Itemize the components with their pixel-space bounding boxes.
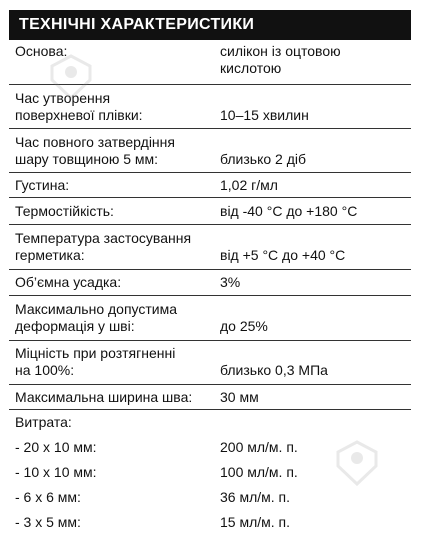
spec-row-max-width: [9, 385, 411, 410]
spec-value: 36 мл/м. п.: [220, 489, 291, 505]
spec-value: до 25%: [220, 318, 268, 334]
spec-label: Густина:: [15, 177, 70, 193]
spec-label: Час повного затвердіння шару товщиною 5 мм:: [15, 134, 175, 167]
image-placeholder-icon: [46, 52, 96, 102]
specs-title: ТЕХНІЧНІ ХАРАКТЕРИСТИКИ: [19, 16, 255, 33]
spec-label: - 6 х 6 мм:: [15, 489, 81, 505]
spec-value: 3%: [220, 274, 241, 290]
spec-value: близько 0,3 МПа: [220, 362, 328, 378]
spec-label: Витрата:: [15, 414, 72, 430]
image-placeholder-icon: [332, 438, 382, 488]
spec-label: Максимально допустима деформація у шві:: [15, 301, 178, 334]
spec-row-density: [9, 173, 411, 198]
spec-value: 100 мл/м. п.: [220, 464, 298, 480]
spec-label: - 3 х 5 мм:: [15, 514, 81, 530]
spec-row-deformation: [9, 296, 411, 341]
spec-label: Міцність при розтягненні на 100%:: [15, 345, 176, 378]
spec-row-shrinkage: [9, 270, 411, 296]
spec-label: Об’ємна усадка:: [15, 274, 122, 290]
spec-row-cure-time: [9, 129, 411, 173]
spec-value: від +5 °С до +40 °С: [220, 247, 346, 263]
spec-label: Основа:: [15, 43, 68, 59]
specs-header: [9, 10, 411, 40]
spec-value: 15 мл/м. п.: [220, 514, 291, 530]
spec-row-heat-resistance: [9, 198, 411, 225]
spec-label: Час утворення поверхневої плівки:: [15, 90, 143, 123]
spec-label: Максимальна ширина шва:: [15, 389, 193, 405]
spec-value: близько 2 діб: [220, 151, 307, 167]
spec-value: силікон із оцтовою кислотою: [220, 43, 341, 76]
spec-row-tensile-strength: [9, 341, 411, 385]
spec-value: 10–15 хвилин: [220, 107, 309, 123]
spec-value: 1,02 г/мл: [220, 177, 278, 193]
spec-value: від -40 °С до +180 °С: [220, 203, 358, 219]
spec-row-consumption-3x5: [9, 509, 411, 534]
spec-label: - 10 х 10 мм:: [15, 464, 97, 480]
spec-label: Термостійкість:: [15, 203, 114, 219]
spec-row-consumption: [9, 410, 411, 434]
spec-value: 30 мм: [220, 389, 259, 405]
spec-label: Температура застосування герметика:: [15, 230, 192, 263]
spec-label: - 20 х 10 мм:: [15, 439, 97, 455]
spec-value: 200 мл/м. п.: [220, 439, 298, 455]
spec-row-application-temp: [9, 225, 411, 270]
